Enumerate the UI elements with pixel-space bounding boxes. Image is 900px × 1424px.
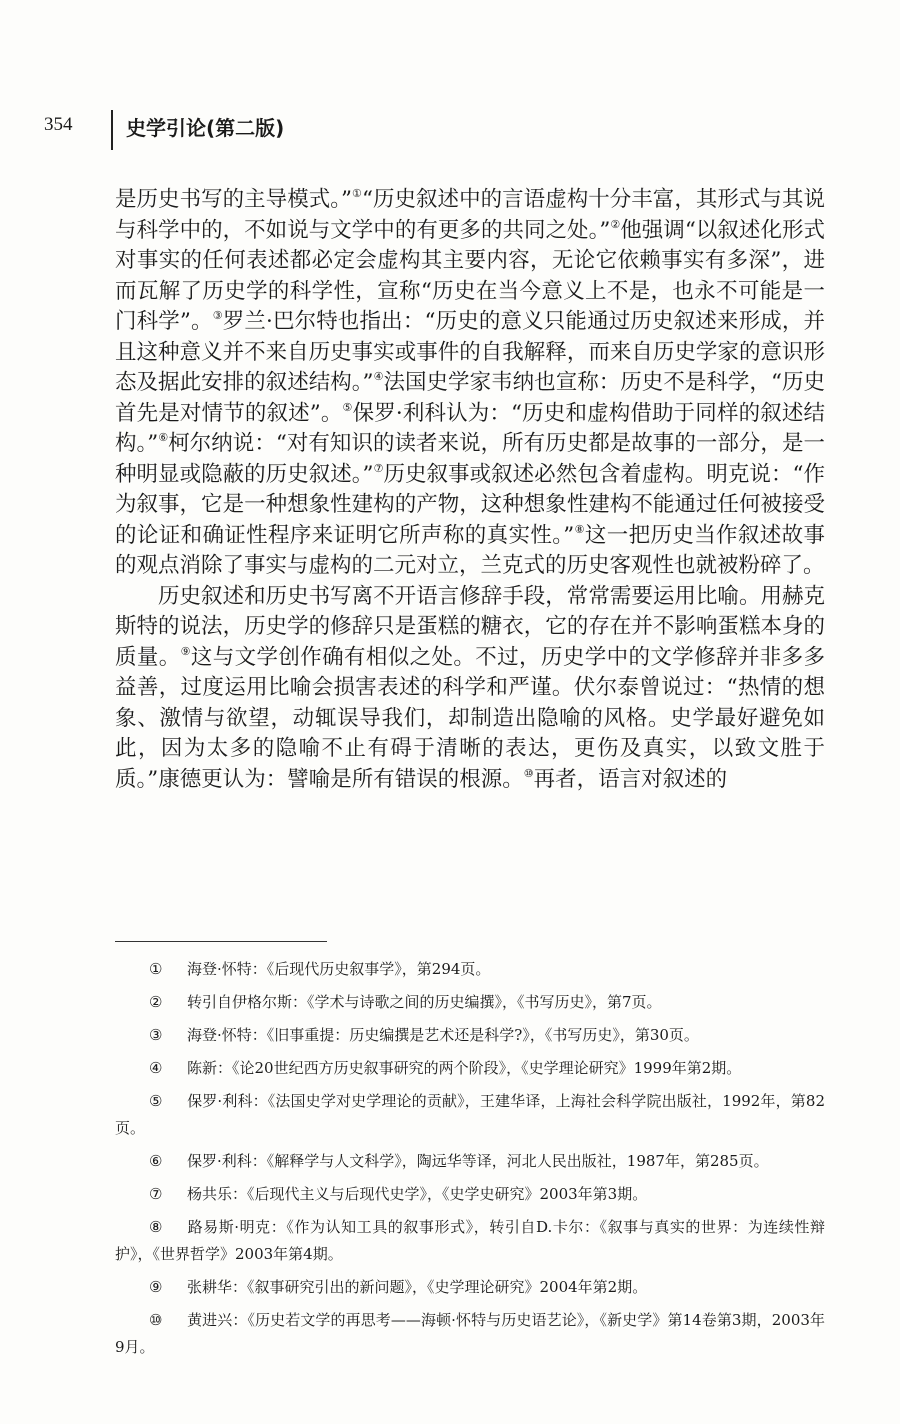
footnote-marker: ⑦ — [149, 1185, 163, 1203]
page-number: 354 — [44, 114, 73, 135]
footnote-text: 保罗·利科：《法国史学对史学理论的贡献》，王建华译，上海社会科学院出版社，1992年，第82页。 — [115, 1092, 825, 1137]
footnote-text: 陈新：《论20世纪西方历史叙事研究的两个阶段》，《史学理论研究》1999年第2期。 — [187, 1059, 742, 1077]
footnote-separator — [115, 941, 327, 942]
footnote — [115, 1274, 825, 1301]
footnotes — [115, 956, 825, 1367]
text-run: 这一把历史当作叙述故事的观点消除了事实与虚构的二元对立，兰克式的历史客观性也就被粉碎了。 — [115, 522, 825, 578]
text-run: 再者，语言对叙述的 — [533, 766, 728, 792]
footnote-text: 张耕华：《叙事研究引出的新问题》，《史学理论研究》2004年第2期。 — [187, 1278, 648, 1296]
footnote-text: 海登·怀特：《旧事重提：历史编撰是艺术还是科学?》，《书写历史》，第30页。 — [187, 1026, 699, 1044]
body-paragraph — [115, 582, 825, 796]
footnote-marker: ⑥ — [149, 1152, 163, 1170]
footnote-text: 保罗·利科：《解释学与人文科学》，陶远华等译，河北人民出版社，1987年，第285页。 — [187, 1152, 769, 1170]
footnote-marker: ⑨ — [149, 1278, 163, 1296]
footnote-marker: ① — [149, 960, 163, 978]
footnote-marker: ⑤ — [149, 1092, 163, 1110]
footnote-reference[interactable]: ① — [352, 187, 362, 200]
footnote-reference[interactable]: ③ — [212, 309, 223, 322]
footnote-text: 杨共乐：《后现代主义与后现代史学》，《史学史研究》2003年第3期。 — [187, 1185, 648, 1203]
footnote — [115, 1148, 825, 1175]
text-run: 是历史书写的主导模式。” — [115, 187, 353, 212]
body-text — [115, 185, 825, 795]
footnote-marker: ④ — [149, 1059, 163, 1077]
text-run: 历史叙事或叙述必然包含着虚构。明克说：“作为叙事，它是一种想象性建构的产物，这种想象性建构不能通过任何被接受的论证和确证性程序来证明它所声称的真实性。” — [115, 461, 825, 548]
footnote — [115, 956, 825, 983]
footnote-text: 海登·怀特：《后现代历史叙事学》，第294页。 — [187, 960, 491, 978]
text-run: 他强调“以叙述化形式对事实的任何表述都必定会虚构其主要内容，无论它依赖事实有多深”，进而瓦解了历史学的科学性，宣称“历史在当今意义上不是，也永不可能是一门科学”。 — [115, 217, 825, 334]
footnote-text: 转引自伊格尔斯：《学术与诗歌之间的历史编撰》，《书写历史》，第7页。 — [187, 993, 662, 1011]
footnote-reference[interactable]: ⑤ — [342, 400, 353, 414]
footnote-reference[interactable]: ⑧ — [574, 522, 585, 536]
footnote-reference[interactable]: ⑦ — [373, 461, 384, 475]
footnote-reference[interactable]: ⑥ — [158, 431, 169, 444]
footnote — [115, 1055, 825, 1082]
text-run: 这与文学创作确有相似之处。不过，历史学中的文学修辞并非多多益善，过度运用比喻会损害表述的科学和严谨。伏尔泰曾说过：“热情的想象、激情与欲望，动辄误导我们，却制造出隐喻的风格。史学最好避免如此，因为太多的隐喻不止有碍于清晰的表达，更伤及真实，以致文胜于质。”康德更认为：譬喻是所有错误的根源。 — [115, 644, 825, 792]
footnote-text: 黄进兴：《历史若文学的再思考——海顿·怀特与历史语艺论》，《新史学》第14卷第3期，2003年9月。 — [115, 1311, 825, 1356]
footnote-marker: ③ — [149, 1026, 163, 1044]
text-run: 罗兰·巴尔特也指出：“历史的意义只能通过历史叙述来形成，并且这种意义并不来自历史事实或事件的自我解释，而来自历史学家的意识形态及据此安排的叙述结构。” — [115, 309, 825, 395]
running-title: 史学引论(第二版) — [126, 116, 285, 140]
text-run: 法国史学家韦纳也宣称：历史不是科学，“历史首先是对情节的叙述”。 — [115, 370, 825, 426]
footnote-reference[interactable]: ② — [610, 217, 621, 231]
footnote — [115, 1214, 825, 1268]
footnote-reference[interactable]: ⑨ — [180, 644, 191, 658]
text-run: “历史叙述中的言语虚构十分丰富，其形式与其说与科学中的，不如说与文学中的有更多的共同之处。” — [115, 187, 825, 243]
footnote-marker: ⑧ — [149, 1218, 163, 1236]
footnote-reference[interactable]: ④ — [373, 370, 384, 383]
text-run: 保罗·利科认为：“历史和虚构借助于同样的叙述结构。” — [115, 400, 825, 456]
footnote-reference[interactable]: ⑩ — [523, 766, 534, 780]
header-divider — [111, 110, 113, 150]
footnote-marker: ⑩ — [149, 1311, 163, 1329]
footnote — [115, 989, 825, 1016]
footnote — [115, 1181, 825, 1208]
text-run: 历史叙述和历史书写离不开语言修辞手段，常常需要运用比喻。用赫克斯特的说法，历史学的修辞只是蛋糕的糖衣，它的存在并不影响蛋糕本身的质量。 — [115, 583, 825, 670]
footnote-text: 路易斯·明克：《作为认知工具的叙事形式》，转引自D.卡尔：《叙事与真实的世界：为连续性辩护》，《世界哲学》2003年第4期。 — [115, 1218, 825, 1263]
footnote-marker: ② — [149, 993, 163, 1011]
footnote — [115, 1307, 825, 1361]
footnote — [115, 1088, 825, 1142]
text-run: 柯尔纳说：“对有知识的读者来说，所有历史都是故事的一部分，是一种明显或隐蔽的历史叙述。” — [115, 431, 825, 487]
footnote — [115, 1022, 825, 1049]
body-paragraph — [115, 185, 825, 582]
